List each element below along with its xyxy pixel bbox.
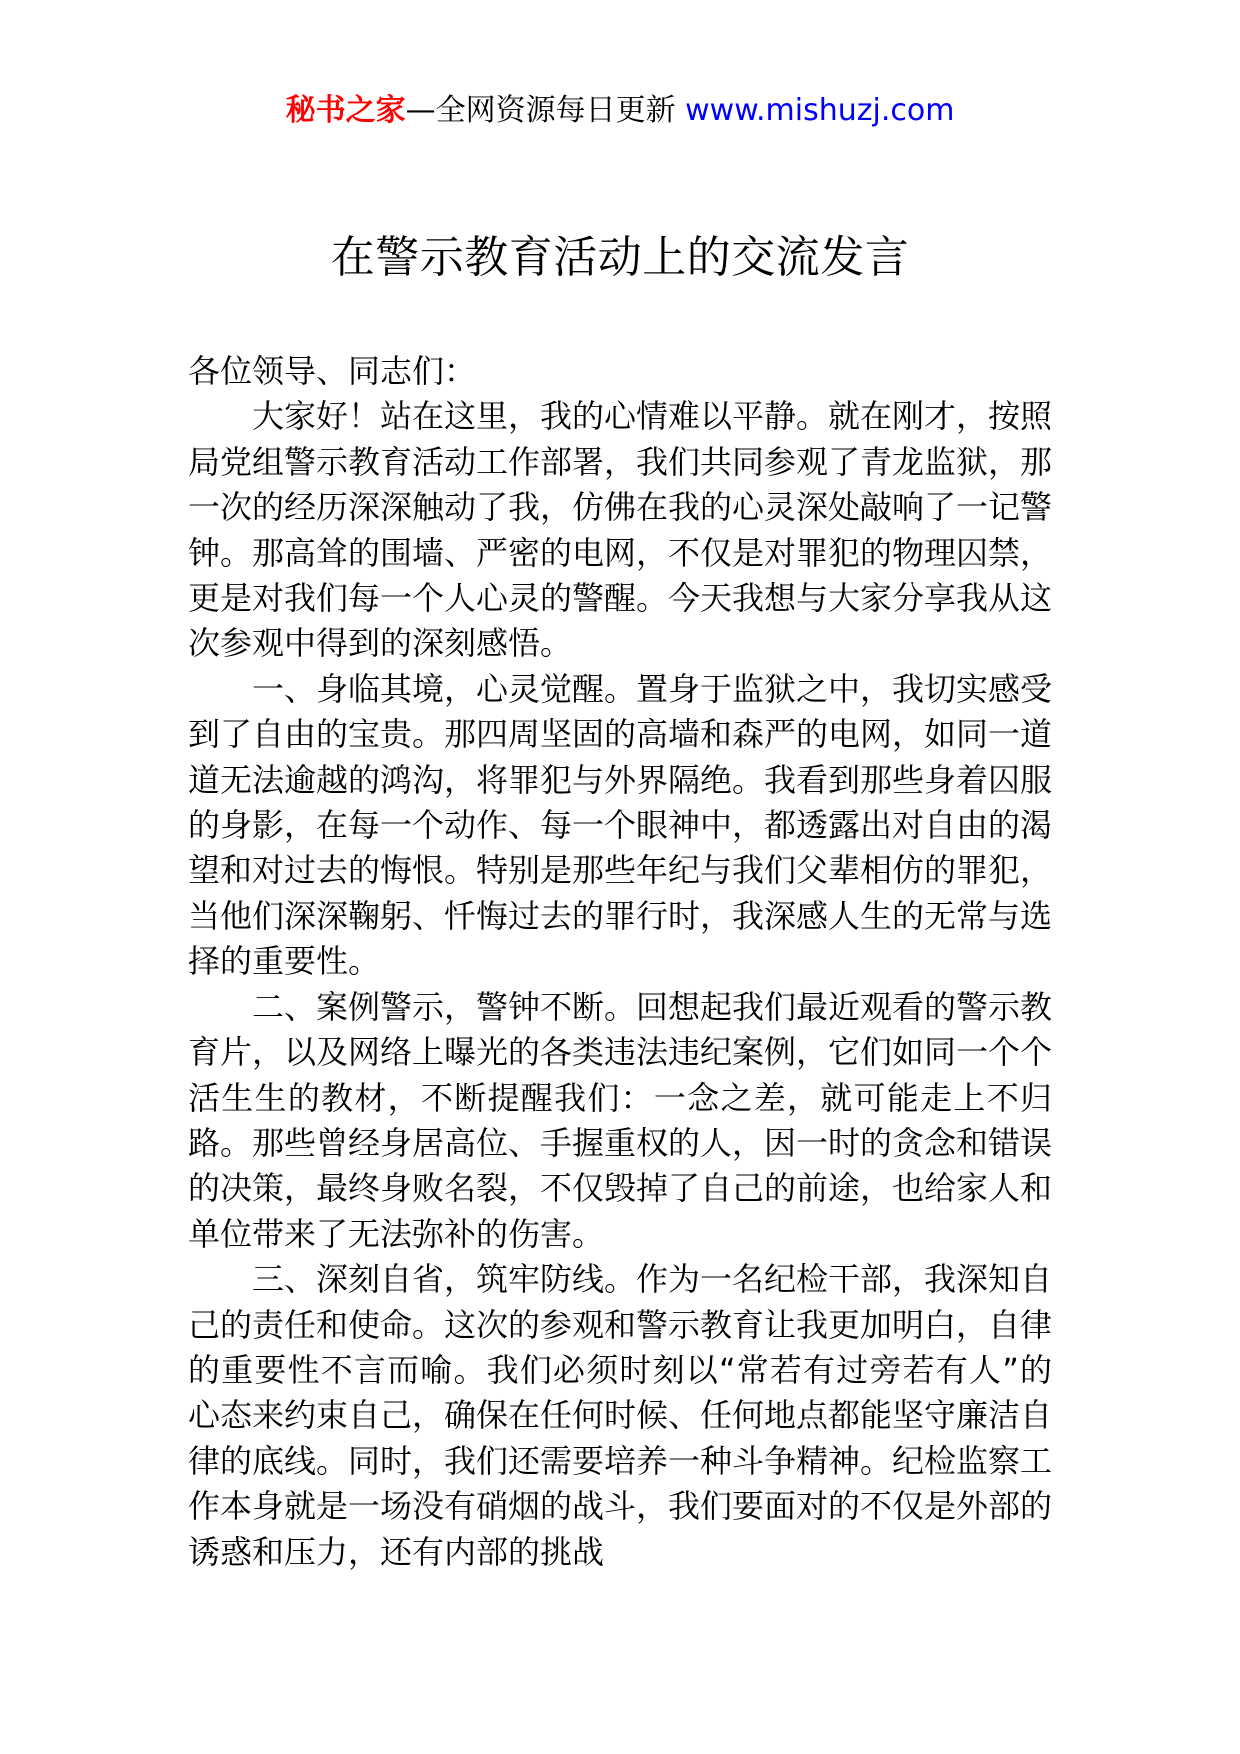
salutation: 各位领导、同志们：	[188, 352, 477, 390]
document-title: 在警示教育活动上的交流发言	[330, 232, 910, 283]
paragraph-section-2: 二、案例警示，警钟不断。回想起我们最近观看的警示教育片，以及网络上曝光的各类违法违纪案例，它们如同一个个活生生的教材，不断提醒我们：一念之差，就可能走上不归路。那些曾经身居高位、手握重权的人，因一时的贪念和错误的决策，最终身败名裂，不仅毁掉了自己的前途，也给家人和单位带来了无法弥补的伤害。	[188, 987, 1053, 1253]
paragraph-intro: 大家好！站在这里，我的心情难以平静。就在刚才，按照局党组警示教育活动工作部署，我们共同参观了青龙监狱，那一次的经历深深触动了我，仿佛在我的心灵深处敲响了一记警钟。那高耸的围墙、严密的电网，不仅是对罪犯的物理囚禁，更是对我们每一个人心灵的警醒。今天我想与大家分享我从这次参观中得到的深刻感悟。	[188, 397, 1053, 663]
site-url-link[interactable]: www.mishuzj.com	[685, 93, 955, 128]
site-banner	[0, 88, 1240, 134]
paragraph-section-1: 一、身临其境，心灵觉醒。置身于监狱之中，我切实感受到了自由的宝贵。那四周坚固的高墙和森严的电网，如同一道道无法逾越的鸿沟，将罪犯与外界隔绝。我看到那些身着囚服的身影，在每一个动作、每一个眼神中，都透露出对自由的渴望和对过去的悔恨。特别是那些年纪与我们父辈相仿的罪犯，当他们深深鞠躬、忏悔过去的罪行时，我深感人生的无常与选择的重要性。	[188, 669, 1053, 981]
paragraph-section-3: 三、深刻自省，筑牢防线。作为一名纪检干部，我深知自己的责任和使命。这次的参观和警示教育让我更加明白，自律的重要性不言而喻。我们必须时刻以“常若有过旁若有人”的心态来约束自己，确保在任何时候、任何地点都能坚守廉洁自律的底线。同时，我们还需要培养一种斗争精神。纪检监察工作本身就是一场没有硝烟的战斗，我们要面对的不仅是外部的诱惑和压力，还有内部的挑战	[188, 1260, 1053, 1571]
site-tagline: —全网资源每日更新	[405, 93, 676, 128]
document-body	[188, 349, 1052, 1575]
site-brand: 秘书之家	[285, 93, 406, 128]
